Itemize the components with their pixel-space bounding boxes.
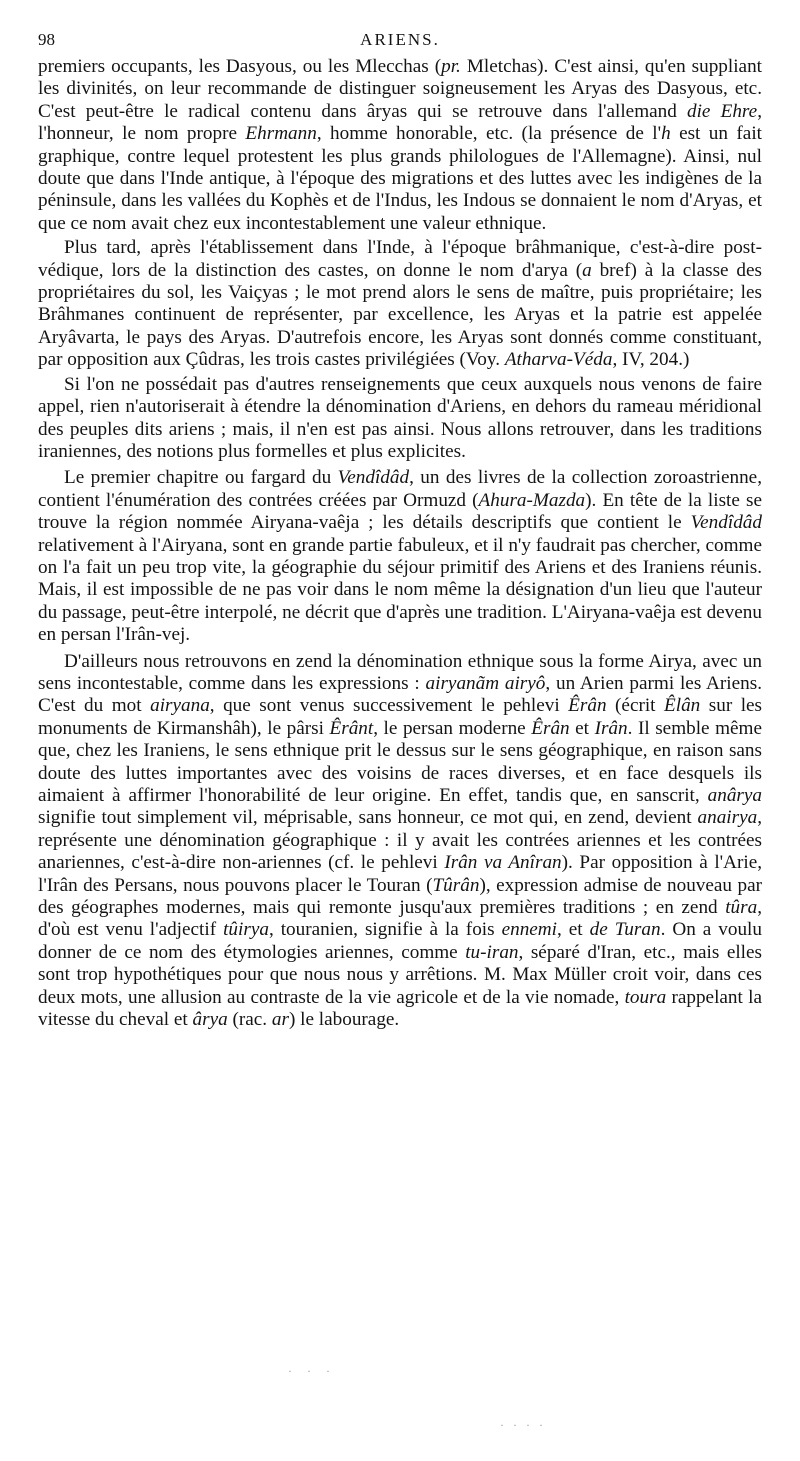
italic-text: Vendîdâd <box>690 512 762 534</box>
text-run: rappelant la vitesse du cheval et <box>38 986 762 1031</box>
paragraph <box>38 651 762 1032</box>
text-run: bref) à la classe des propriétaires du sol, les Vaiçyas ; le mot prend alors le sens de maître, puis propriétaire; les Brâhmanes continuent de représenter, par excellence, les Aryas et la patrie est appelée Aryâvarta, le pays des Aryas. D'autrefois encore, les Aryas sont donnés comme constituant, par opposition aux Çûdras, les trois castes privilégiées (Voy. <box>38 259 762 371</box>
text-run: ) le labourage. <box>288 1009 400 1031</box>
text-run: , l'honneur, le nom propre <box>38 100 762 145</box>
italic-text: toura <box>624 986 667 1008</box>
body-text <box>38 56 762 1031</box>
text-run: , représente une dénomination géographique : il y avait les contrées ariennes et les contrées anariennes, c'est-à-dire non-ariennes (cf. le pehlevi <box>38 807 762 874</box>
italic-text: anârya <box>707 785 762 806</box>
italic-text: Irân <box>594 717 628 739</box>
text-run: signifie tout simplement vil, méprisable, sans honneur, ce mot qui, en zend, devient <box>38 807 698 829</box>
italic-text: Êlân <box>664 695 701 717</box>
text-run: , touranien, signifie à la fois <box>268 919 502 941</box>
paragraph <box>38 56 762 235</box>
text-run: (rac. <box>227 1009 272 1031</box>
italic-text: die Ehre <box>687 100 758 122</box>
italic-text: a <box>582 259 592 281</box>
text-run: ). En tête de la liste se trouve la région nommée Airyana-vaêja ; les détails descriptifs que contient le <box>38 489 762 534</box>
italic-text: ennemi <box>501 919 557 941</box>
text-run: relativement à l'Airyana, sont en grande partie fabuleux, et il n'y faudrait pas chercher, comme on l'a fait un peu trop vite, la géographie du séjour primitif des Ariens et des Iraniens réunis. Mais, il est impossible de ne pas voir dans le nom même la désignation d'un lieu que l'auteur du passage, peut-être interpolé, ne décrit que d'après une tradition. L'Airyana-vaêja est devenu en persan l'Irân-vej. <box>38 534 762 646</box>
text-run: , un des livres de la collection zoroastrienne, contient l'énumération des contrées créées par Ormuzd ( <box>38 467 762 511</box>
text-run: et <box>569 717 595 739</box>
scan-artifacts <box>0 1340 800 1450</box>
italic-text: tu-iran <box>465 941 519 963</box>
italic-text: Atharva-Véda <box>504 349 613 371</box>
italic-text: airyana <box>150 695 210 717</box>
italic-text: tûirya <box>223 919 269 941</box>
running-title: ARIENS. <box>360 30 440 49</box>
italic-text: Êrân <box>568 695 607 717</box>
italic-text: anairya <box>697 807 758 829</box>
scan-speck: · · · <box>288 1364 336 1378</box>
italic-text: ârya <box>192 1009 228 1031</box>
document-page <box>38 28 762 1033</box>
italic-text: ar <box>271 1009 289 1031</box>
scan-speck: · · · · <box>500 1418 546 1432</box>
text-run: , que sont venus successivement le pehlevi <box>209 695 569 717</box>
italic-text: Vendîdâd <box>337 467 410 489</box>
italic-text: tûra <box>725 897 758 919</box>
italic-text: Ehrmann <box>245 123 317 145</box>
text-run: Mletchas). C'est ainsi, qu'en suppliant les divinités, on leur recommande de distinguer soigneusement les Aryas des Dasyous, etc. C'est peut-être le radical contenu dans âryas qui se retrouve dans l'allemand <box>38 56 762 122</box>
italic-text: pr. <box>441 56 461 77</box>
text-run: . Il semble même que, chez les Iraniens, le sens ethnique prit le dessus sur le sens géographique, en raison sans doute des luttes importantes avec des voisins de races diverses, et en face desquels ils aimaient à affirmer l'honorabilité de leur origine. En effet, tandis que, en sanscrit, <box>38 717 762 806</box>
italic-text: h <box>661 123 671 145</box>
text-run: ), expression admise de nouveau par des géographes modernes, mais qui remonte jusqu'aux premières traditions ; en zend <box>38 874 762 919</box>
italic-text: Tûrân <box>432 874 480 896</box>
text-run: , d'où est venu l'adjectif <box>38 897 762 941</box>
page-header <box>38 28 762 56</box>
italic-text: Êrân <box>531 717 570 739</box>
text-run: D'ailleurs nous retrouvons en zend la dénomination ethnique sous la forme Airya, avec un sens incontestable, comme dans les expressions : <box>38 650 762 694</box>
paragraph <box>38 374 762 464</box>
text-run: Le premier chapitre ou fargard du <box>64 467 338 489</box>
page-number: 98 <box>38 30 55 49</box>
text-run: Plus tard, après l'établissement dans l'Inde, à l'époque brâhmanique, c'est-à-dire post-védique, lors de la distinction des castes, on donne le nom d'arya ( <box>38 237 762 281</box>
italic-text: Irân va Anîran <box>444 852 562 874</box>
text-run: , un Arien parmi les Ariens. C'est du mot <box>38 672 762 717</box>
italic-text: Êrânt <box>329 717 374 739</box>
italic-text: de Turan <box>589 919 661 941</box>
text-run: , et <box>557 919 590 941</box>
text-run: , IV, 204.) <box>612 349 690 371</box>
paragraph <box>38 467 762 646</box>
text-run: est un fait graphique, contre lequel protestent les plus grands philologues de l'Allemagne). Ainsi, nul doute que dans l'Inde antique, à l'époque des migrations et des luttes avec les indigènes de la péninsule, dans les vallées du Kophès et de l'Indus, les Indous se donnaient le nom d'Aryas, et que ce nom avait chez eux incontestablement une valeur ethnique. <box>38 123 762 234</box>
text-run: , le persan moderne <box>373 717 532 739</box>
italic-text: airyanãm airyô <box>425 672 546 694</box>
text-run: , homme honorable, etc. (la présence de l' <box>316 123 662 145</box>
text-run: premiers occupants, les Dasyous, ou les Mlecchas ( <box>38 56 442 77</box>
paragraph <box>38 237 762 371</box>
text-run: Si l'on ne possédait pas d'autres renseignements que ceux auxquels nous venons de faire appel, rien n'autoriserait à étendre la dénomination d'Ariens, en dehors du rameau méridional des peuples dits ariens ; mais, il n'en est pas ainsi. Nous allons retrouver, dans les traditions iraniennes, des notions plus formelles et plus explicites. <box>38 373 762 462</box>
text-run: . On a voulu donner de ce nom des étymologies ariennes, comme <box>38 919 762 963</box>
text-run: (écrit <box>606 695 665 717</box>
italic-text: Ahura-Mazda <box>478 489 586 511</box>
text-run: ). Par opposition à l'Arie, l'Irân des Persans, nous pouvons placer le Touran ( <box>38 852 763 896</box>
text-run: , séparé d'Iran, etc., mais elles sont trop hypothétiques pour que nous nous y arrêtions. M. Max Müller croit voir, dans ces deux mots, une allusion au contraste de la vie agricole et de la vie nomade, <box>38 941 762 1008</box>
text-run: sur les monuments de Kirmanshâh), le pârsi <box>38 695 763 739</box>
